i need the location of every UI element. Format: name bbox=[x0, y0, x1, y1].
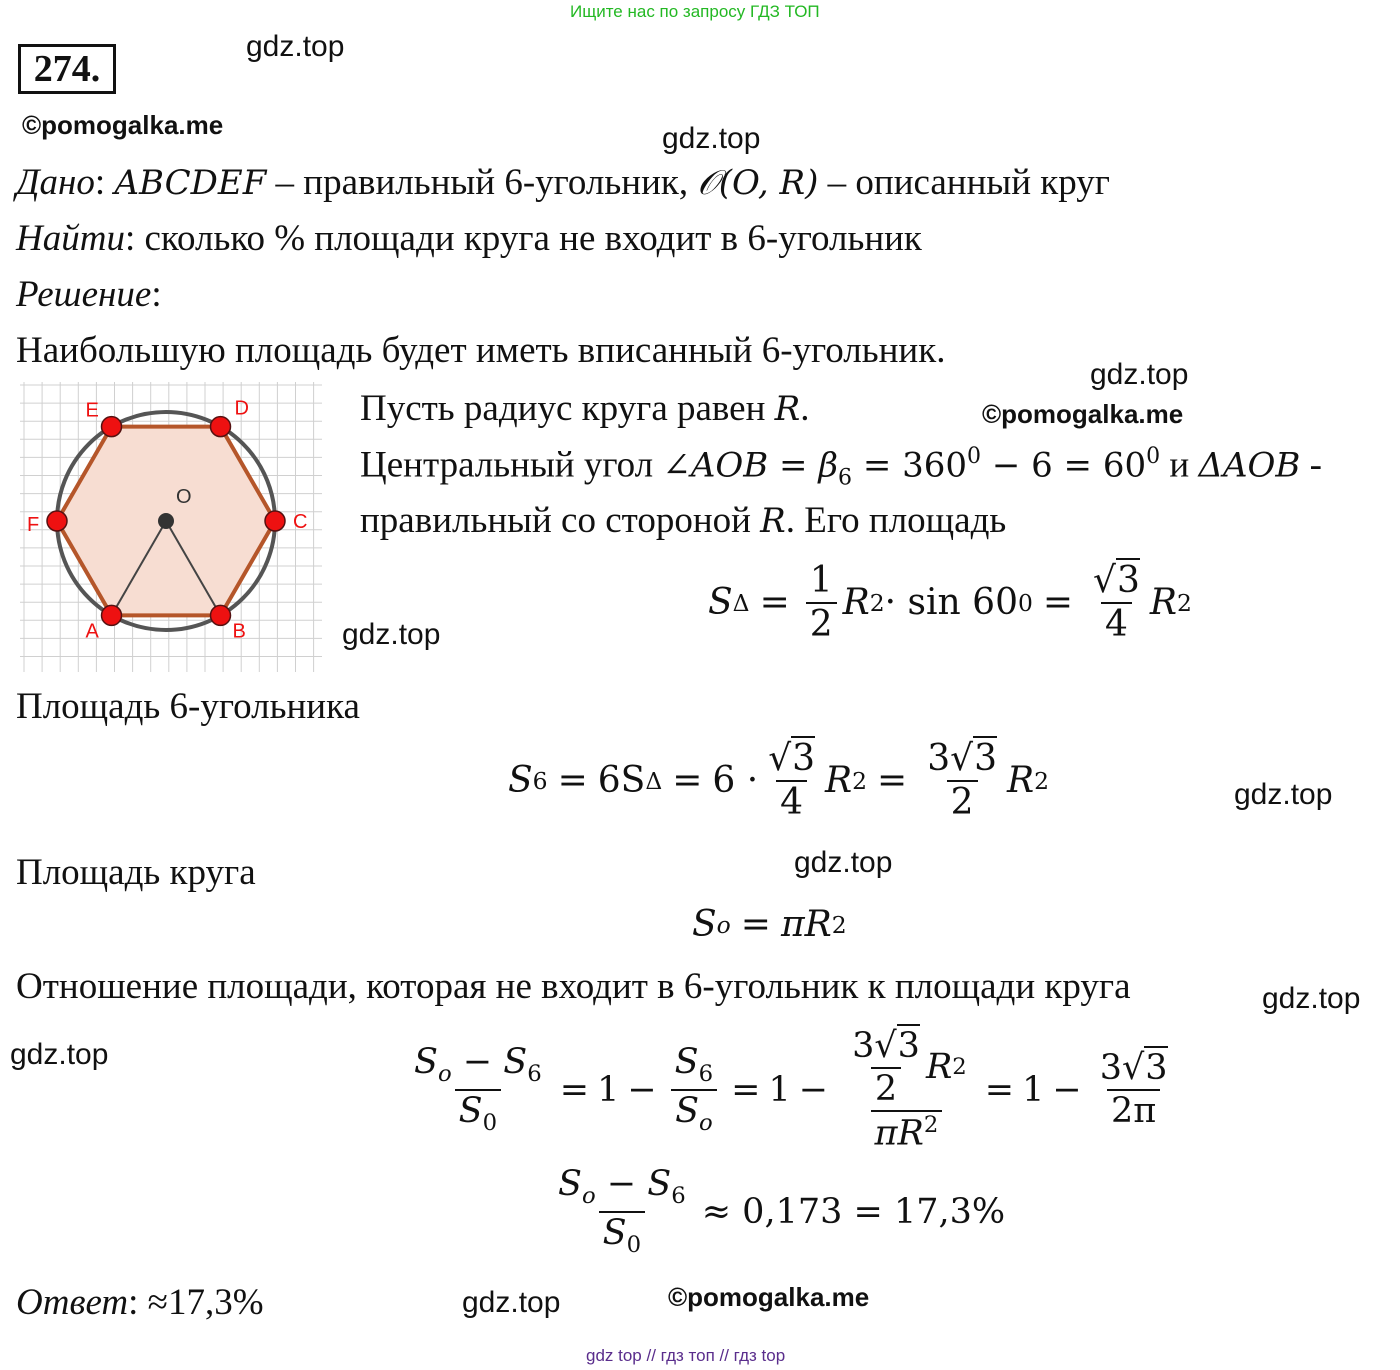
watermark-gdz: gdz.top bbox=[794, 846, 893, 879]
triangle-aob: ΔAOB bbox=[1198, 445, 1301, 486]
fraction-3sqrt3-2: $\frac{3√3}{2}$ bbox=[927, 738, 997, 823]
center-point bbox=[158, 513, 174, 529]
vertex-e bbox=[102, 417, 122, 437]
frac-den: 2 bbox=[806, 602, 837, 644]
eq-360: = 360 bbox=[852, 445, 968, 486]
delta-sub: Δ bbox=[732, 588, 750, 617]
vertex-d bbox=[211, 417, 231, 437]
solution-label: Решение bbox=[16, 274, 152, 315]
fraction-3sqrt3-2pi: $\frac{3√3}{2\pi}$ bbox=[1099, 1048, 1168, 1131]
exp: 2 bbox=[1177, 588, 1192, 617]
vertex-b bbox=[211, 605, 231, 625]
largest-area-line: Наибольшую площадь будет иметь вписанный 6-угольник. bbox=[16, 330, 946, 371]
given-text1: – правильный 6-угольник, bbox=[266, 162, 698, 203]
answer-label: Ответ bbox=[16, 1282, 129, 1323]
frac-num: 1 bbox=[809, 560, 833, 601]
hexagon-area-label: Площадь 6-угольника bbox=[16, 686, 360, 727]
frac-den: 2 bbox=[947, 780, 978, 822]
sqrt-arg: 3 bbox=[1116, 560, 1140, 601]
fraction-so-s6: $\frac{S_o - S_6}{S_0}$ bbox=[414, 1042, 542, 1136]
answer-value: : ≈17,3% bbox=[128, 1282, 264, 1323]
watermark-gdz: gdz.top bbox=[662, 122, 761, 155]
ratio-result-formula bbox=[548, 1166, 1005, 1258]
ratio-result: ≈ 0,173 = 17,3% bbox=[701, 1191, 1006, 1232]
label-e: E bbox=[85, 399, 99, 422]
s-symbol: S bbox=[708, 582, 733, 624]
hexagon-figure bbox=[20, 382, 322, 672]
fraction-so-s6: $\frac{S_o - S_6}{S_0}$ bbox=[558, 1164, 686, 1258]
watermark-pomogalka: ©pomogalka.me bbox=[982, 399, 1184, 429]
find-line bbox=[16, 220, 922, 257]
watermark-gdz: gdz.top bbox=[342, 618, 441, 651]
frac-den: 4 bbox=[776, 780, 807, 822]
label-f: F bbox=[27, 514, 40, 536]
central-angle-expr: ∠AOB = β bbox=[662, 445, 839, 486]
given-text2: – описанный круг bbox=[818, 162, 1110, 203]
watermark-gdz: gdz.top bbox=[246, 30, 345, 63]
top-banner: Ищите нас по запросу ГДЗ ТОП bbox=[570, 2, 820, 21]
label-o: O bbox=[176, 486, 192, 508]
regular-text2: . Его площадь bbox=[785, 500, 1007, 541]
fraction-nested: $\frac{3√3}{2}$ R 2 $\pi R^2$ bbox=[852, 1026, 967, 1154]
label-a: A bbox=[85, 620, 99, 643]
label-d: D bbox=[234, 397, 249, 420]
delta-sub: Δ bbox=[645, 766, 663, 795]
fraction-s6-so: $\frac{S_6}{S_o}$ bbox=[671, 1044, 717, 1136]
given-circle: 𝒪(O, R) bbox=[697, 163, 819, 203]
radius-var: R bbox=[774, 389, 801, 429]
vertex-f bbox=[47, 511, 67, 531]
six-s: 6S bbox=[597, 760, 646, 802]
watermark-gdz: gdz.top bbox=[462, 1286, 561, 1319]
one: 1 bbox=[1022, 1069, 1045, 1110]
problem-number: 274. bbox=[18, 44, 116, 94]
deg-sup: 0 bbox=[1146, 444, 1161, 469]
fraction-half bbox=[806, 562, 837, 644]
two-pi: 2π bbox=[1107, 1089, 1160, 1130]
exp: 2 bbox=[852, 766, 868, 795]
find-label: Найти bbox=[16, 218, 125, 259]
circle-area-formula: S o = πR 2 bbox=[692, 904, 847, 945]
hexagon-area-formula: S 6 = 6S Δ = 6 · $\frac{√3}{4}$ R 2 = $\frac{3√3}{2}$ R 2 bbox=[508, 738, 1049, 823]
regular-line bbox=[360, 502, 1006, 539]
watermark-pomogalka: ©pomogalka.me bbox=[22, 110, 224, 140]
s-symbol: S bbox=[692, 904, 717, 945]
pi-r: πR bbox=[780, 904, 832, 945]
beta-sub: 6 bbox=[838, 465, 853, 491]
given-line: Дано: ABCDEF – правильный 6-угольник, 𝒪(O, R) – описанный круг bbox=[16, 162, 1110, 203]
r-symbol: R bbox=[1149, 582, 1177, 624]
deg-sup: 0 bbox=[967, 444, 982, 469]
radius-line: Пусть радиус круга равен R. bbox=[360, 388, 810, 429]
bottom-links[interactable]: gdz top // гдз топ // гдз top bbox=[586, 1346, 786, 1365]
central-angle-text: Центральный угол bbox=[360, 444, 663, 486]
fraction-sqrt3-4: $\frac{√3}{4}$ bbox=[768, 738, 816, 823]
dash-text: - bbox=[1300, 444, 1322, 486]
vertex-c bbox=[265, 511, 285, 531]
watermark-pomogalka: ©pomogalka.me bbox=[668, 1282, 870, 1312]
vertex-a bbox=[102, 605, 122, 625]
one: 1 bbox=[768, 1069, 791, 1110]
sqrt-arg: 3 bbox=[792, 738, 816, 779]
radius-text: Пусть радиус круга равен bbox=[360, 388, 775, 429]
watermark-gdz: gdz.top bbox=[1262, 982, 1361, 1015]
triangle-area-formula: S Δ = $\frac{1}{2}$ R 2 · sin 60 0 = $\frac{√3}{4}$ R 2 bbox=[708, 560, 1192, 645]
and-text: и bbox=[1160, 444, 1199, 486]
sqrt-arg: 3 bbox=[974, 738, 997, 779]
watermark-gdz: gdz.top bbox=[1234, 778, 1333, 811]
label-b: B bbox=[232, 620, 246, 643]
answer-line bbox=[16, 1284, 264, 1321]
find-text: : сколько % площади круга не входит в 6-угольник bbox=[124, 218, 922, 259]
fraction-sqrt3-4: $\frac{√3}{4}$ bbox=[1093, 560, 1140, 645]
six-sub: 6 bbox=[532, 766, 548, 795]
given-polygon: ABCDEF bbox=[114, 163, 267, 203]
s-symbol: S bbox=[508, 760, 533, 802]
central-angle-line bbox=[360, 446, 1322, 490]
regular-var: R bbox=[760, 501, 786, 541]
sin-text: · sin 60 bbox=[884, 582, 1018, 624]
frac-den: 4 bbox=[1101, 602, 1132, 644]
exp: 2 bbox=[831, 910, 847, 939]
exp: 2 bbox=[1034, 766, 1049, 795]
one: 1 bbox=[597, 1069, 620, 1110]
deg: 0 bbox=[1017, 588, 1033, 617]
circle-area-label: Площадь круга bbox=[16, 852, 256, 893]
pi-r: πR bbox=[874, 1113, 924, 1154]
r-symbol: R bbox=[842, 582, 870, 624]
watermark-gdz: gdz.top bbox=[10, 1038, 109, 1071]
coef: 6 · bbox=[712, 760, 759, 802]
solution-line: Решение: bbox=[16, 274, 162, 315]
ratio-label: Отношение площади, которая не входит в 6-угольник к площади круга bbox=[16, 966, 1131, 1007]
o-sub: o bbox=[716, 910, 731, 939]
given-label: Дано bbox=[16, 162, 95, 203]
regular-text1: правильный со стороной bbox=[360, 500, 761, 541]
coef: 3 bbox=[927, 738, 951, 779]
minus-60: − 6 = 60 bbox=[981, 445, 1147, 486]
watermark-gdz: gdz.top bbox=[1090, 358, 1189, 391]
label-c: C bbox=[293, 511, 308, 533]
ratio-formula: $\frac{S_o - S_6}{S_0}$ = 1 − $\frac{S_6}{S_o}$ = 1 − $\frac{3√3}{2}$ R 2 $\pi R^2$ = 1 − $\frac{3√3}{2\pi}$ bbox=[404, 1028, 1178, 1152]
exp: 2 bbox=[869, 588, 885, 617]
